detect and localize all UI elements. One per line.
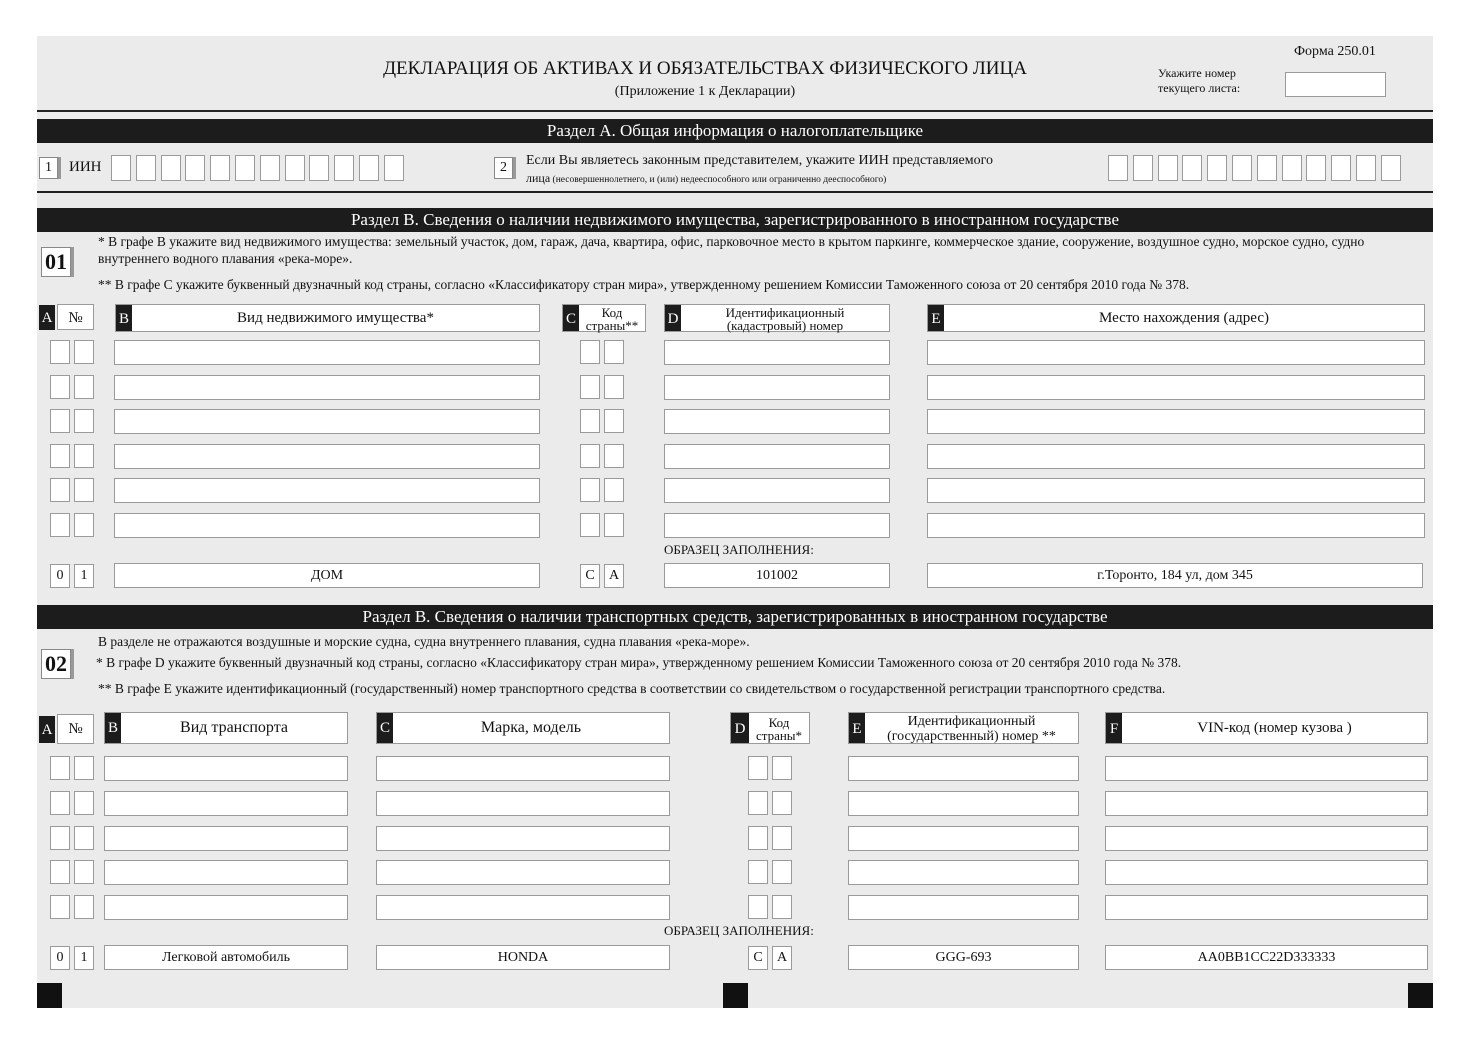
b1-row-num-cell[interactable] bbox=[74, 340, 94, 364]
b1-row-code-cell[interactable] bbox=[604, 444, 624, 468]
registration-mark-bottom-left bbox=[37, 983, 62, 1008]
iin-digit-cell[interactable] bbox=[260, 155, 280, 181]
b2-row-code-cell[interactable] bbox=[772, 895, 792, 919]
iin-digit-cell[interactable] bbox=[359, 155, 379, 181]
b2-col-b-label: Вид транспорта bbox=[180, 719, 288, 736]
b1-row-type-field[interactable] bbox=[114, 409, 540, 434]
b1-row-id-field[interactable] bbox=[664, 340, 890, 365]
col-c-header bbox=[562, 304, 646, 332]
section-b1-note-2: ** В графе С укажите буквенный двузначный код страны, согласно «Классификатору стран мира», утвержденному решением Комиссии Таможенного союза от 20 сентября 2010 года № 378. bbox=[98, 277, 1190, 292]
representative-iin-digit-cell[interactable] bbox=[1381, 155, 1401, 181]
b2-col-d-label-2: страны* bbox=[755, 728, 803, 743]
page-subtitle: (Приложение 1 к Декларации) bbox=[614, 84, 796, 99]
b1-row-num-cell[interactable] bbox=[74, 375, 94, 399]
b1-row-type-field[interactable] bbox=[114, 444, 540, 469]
section-b1-sample-label: ОБРАЗЕЦ ЗАПОЛНЕНИЯ: bbox=[664, 542, 814, 557]
col-d-letter: D bbox=[665, 305, 681, 331]
iin-digit-cell[interactable] bbox=[161, 155, 181, 181]
b1-row-num-cell[interactable] bbox=[50, 478, 70, 502]
section-b2-sample-label: ОБРАЗЕЦ ЗАПОЛНЕНИЯ: bbox=[664, 923, 814, 938]
iin-digit-cell[interactable] bbox=[136, 155, 156, 181]
b2-row-id-field[interactable] bbox=[848, 756, 1079, 781]
b1-row-code-cell[interactable] bbox=[580, 478, 600, 502]
col-d-header bbox=[664, 304, 890, 332]
col-d-label-1: Идентификационный bbox=[725, 305, 845, 320]
b1-row-address-field[interactable] bbox=[927, 478, 1425, 503]
section-b1-heading: Раздел В. Сведения о наличии недвижимого имущества, зарегистрированного в иностранном государстве bbox=[37, 208, 1433, 232]
representative-iin-sublabel-lead: лица bbox=[526, 171, 551, 185]
b2-col-c-label: Марка, модель bbox=[480, 719, 582, 736]
b1-row-code-cell[interactable] bbox=[580, 375, 600, 399]
b2-col-e-label-2: (государственный) номер ** bbox=[887, 729, 1056, 744]
b2-col-e-letter: E bbox=[849, 713, 865, 743]
representative-iin-digit-cell[interactable] bbox=[1282, 155, 1302, 181]
b2-row-type-field[interactable] bbox=[104, 791, 348, 816]
b2-row-type-field[interactable] bbox=[104, 860, 348, 885]
b2-col-c-header bbox=[376, 712, 670, 744]
b2-sample-code-2: A bbox=[772, 946, 792, 970]
b2-row-id-field[interactable] bbox=[848, 826, 1079, 851]
form-sheet bbox=[37, 36, 1433, 1008]
col-a-label: № bbox=[68, 310, 83, 326]
b2-row-num-cell[interactable] bbox=[74, 826, 94, 850]
b2-sample-code-1: C bbox=[748, 946, 768, 970]
col-a-header bbox=[57, 304, 94, 330]
form-number: Форма 250.01 bbox=[1294, 44, 1376, 59]
b2-row-vin-field[interactable] bbox=[1105, 756, 1428, 781]
b2-row-model-field[interactable] bbox=[376, 860, 670, 885]
b1-row-code-cell[interactable] bbox=[604, 409, 624, 433]
b2-col-f-header bbox=[1105, 712, 1428, 744]
b2-row-code-cell[interactable] bbox=[748, 791, 768, 815]
b1-row-num-cell[interactable] bbox=[50, 375, 70, 399]
b2-row-num-cell[interactable] bbox=[50, 791, 70, 815]
b2-col-f-label: VIN-код (номер кузова ) bbox=[1197, 720, 1352, 736]
b2-sample-model: HONDA bbox=[376, 945, 670, 970]
col-d-label-2: (кадастровый) номер bbox=[726, 318, 844, 333]
b1-row-id-field[interactable] bbox=[664, 478, 890, 503]
b1-row-code-cell[interactable] bbox=[604, 513, 624, 537]
b1-row-id-field[interactable] bbox=[664, 444, 890, 469]
b2-col-e-label-1: Идентификационный bbox=[907, 714, 1036, 729]
col-c-label-2: страны** bbox=[585, 318, 639, 333]
field-2-number: 2 bbox=[494, 157, 513, 179]
b1-row-num-cell[interactable] bbox=[74, 478, 94, 502]
section-b1-badge: 01 bbox=[41, 247, 71, 277]
b2-col-e-header bbox=[848, 712, 1079, 744]
representative-iin-digit-cell[interactable] bbox=[1257, 155, 1277, 181]
b1-sample-id: 101002 bbox=[664, 563, 890, 588]
col-e-letter: E bbox=[928, 305, 944, 331]
b2-row-type-field[interactable] bbox=[104, 895, 348, 920]
b1-row-num-cell[interactable] bbox=[50, 513, 70, 537]
b1-sample-code-2: A bbox=[604, 564, 624, 588]
b2-row-model-field[interactable] bbox=[376, 791, 670, 816]
b2-sample-num-2: 1 bbox=[74, 946, 94, 970]
b1-row-address-field[interactable] bbox=[927, 375, 1425, 400]
b2-sample-vin: AA0BB1CC22D333333 bbox=[1105, 945, 1428, 970]
b2-col-b-header bbox=[104, 712, 348, 744]
b2-row-code-cell[interactable] bbox=[748, 756, 768, 780]
b1-row-type-field[interactable] bbox=[114, 340, 540, 365]
col-e-header bbox=[927, 304, 1425, 332]
b2-col-a-label: № bbox=[68, 721, 83, 737]
b1-row-num-cell[interactable] bbox=[50, 444, 70, 468]
section-b1-note-1: * В графе В укажите вид недвижимого имущества: земельный участок, дом, гараж, дача, квартира, офис, парковочное место в крытом паркинге, коммерческое здание, сооружение, воздушное судно, морское судно, судно внутреннего водного плавания «река-море». bbox=[98, 234, 1365, 266]
iin-digit-cell[interactable] bbox=[285, 155, 305, 181]
b1-row-type-field[interactable] bbox=[114, 478, 540, 503]
field-1-number: 1 bbox=[39, 157, 58, 179]
b1-row-type-field[interactable] bbox=[114, 375, 540, 400]
b2-row-num-cell[interactable] bbox=[50, 756, 70, 780]
col-c-letter: C bbox=[563, 305, 579, 331]
representative-iin-digit-cell[interactable] bbox=[1133, 155, 1153, 181]
b2-col-d-letter: D bbox=[731, 713, 749, 743]
b2-row-code-cell[interactable] bbox=[748, 860, 768, 884]
b2-row-type-field[interactable] bbox=[104, 756, 348, 781]
sheet-number-label: Укажите номер текущего листа: bbox=[1158, 66, 1241, 95]
b1-row-code-cell[interactable] bbox=[604, 375, 624, 399]
representative-iin-digit-cell[interactable] bbox=[1158, 155, 1178, 181]
b2-col-a-letter: A bbox=[39, 716, 55, 743]
iin-digit-cell[interactable] bbox=[111, 155, 131, 181]
iin-digit-cell[interactable] bbox=[309, 155, 329, 181]
page-title: ДЕКЛАРАЦИЯ ОБ АКТИВАХ И ОБЯЗАТЕЛЬСТВАХ ФИЗИЧЕСКОГО ЛИЦА bbox=[383, 58, 1027, 79]
representative-iin-digit-cell[interactable] bbox=[1232, 155, 1252, 181]
representative-iin-sublabel: (несовершеннолетнего, и (или) недееспособного или ограниченно дееспособного) bbox=[552, 175, 887, 185]
b2-row-vin-field[interactable] bbox=[1105, 791, 1428, 816]
b2-row-type-field[interactable] bbox=[104, 826, 348, 851]
b2-row-vin-field[interactable] bbox=[1105, 895, 1428, 920]
b2-sample-num-1: 0 bbox=[50, 946, 70, 970]
col-a-letter: A bbox=[39, 305, 55, 330]
b1-row-num-cell[interactable] bbox=[50, 340, 70, 364]
col-e-label: Место нахождения (адрес) bbox=[1098, 310, 1269, 326]
b2-row-num-cell[interactable] bbox=[50, 860, 70, 884]
representative-iin-digit-cell[interactable] bbox=[1306, 155, 1326, 181]
registration-mark-bottom-center bbox=[723, 983, 748, 1008]
b1-row-num-cell[interactable] bbox=[74, 409, 94, 433]
iin-digit-cell[interactable] bbox=[235, 155, 255, 181]
b2-row-num-cell[interactable] bbox=[74, 895, 94, 919]
b2-row-code-cell[interactable] bbox=[748, 895, 768, 919]
b1-row-num-cell[interactable] bbox=[74, 444, 94, 468]
b1-row-code-cell[interactable] bbox=[604, 478, 624, 502]
b2-row-code-cell[interactable] bbox=[772, 756, 792, 780]
b2-row-code-cell[interactable] bbox=[772, 826, 792, 850]
b1-row-address-field[interactable] bbox=[927, 513, 1425, 538]
section-a-divider bbox=[37, 191, 1433, 193]
b2-col-c-letter: C bbox=[377, 713, 393, 743]
section-b2-note-0: В разделе не отражаются воздушные и морские судна, судна внутреннего плавания, судна плавания «река-море». bbox=[98, 634, 750, 649]
section-b2-heading: Раздел В. Сведения о наличии транспортных средств, зарегистрированных в иностранном государстве bbox=[37, 605, 1433, 629]
b1-sample-num-2: 1 bbox=[74, 564, 94, 588]
b2-sample-type: Легковой автомобиль bbox=[104, 945, 348, 970]
b2-row-num-cell[interactable] bbox=[50, 826, 70, 850]
b2-row-id-field[interactable] bbox=[848, 860, 1079, 885]
representative-iin-digit-cell[interactable] bbox=[1182, 155, 1202, 181]
b2-col-f-letter: F bbox=[1106, 713, 1122, 743]
section-b2-note-1: * В графе D укажите буквенный двузначный код страны, согласно «Классификатору стран мира», утвержденному решением Комиссии Таможенного союза от 20 сентября 2010 года № 378. bbox=[96, 655, 1182, 670]
iin-digit-cell[interactable] bbox=[384, 155, 404, 181]
b1-row-code-cell[interactable] bbox=[580, 513, 600, 537]
col-c-label-1: Код bbox=[601, 305, 623, 320]
b2-col-d-label-1: Код bbox=[768, 715, 790, 730]
col-b-label: Вид недвижимого имущества* bbox=[237, 310, 434, 326]
b1-row-address-field[interactable] bbox=[927, 409, 1425, 434]
iin-label: ИИН bbox=[69, 159, 102, 175]
col-b-letter: B bbox=[116, 305, 132, 331]
b2-col-b-letter: B bbox=[105, 713, 121, 743]
b2-sample-id: GGG-693 bbox=[848, 945, 1079, 970]
header-divider bbox=[37, 110, 1433, 112]
b1-row-num-cell[interactable] bbox=[50, 409, 70, 433]
iin-digit-cell[interactable] bbox=[334, 155, 354, 181]
b2-row-model-field[interactable] bbox=[376, 756, 670, 781]
b1-row-code-cell[interactable] bbox=[580, 409, 600, 433]
b1-row-id-field[interactable] bbox=[664, 375, 890, 400]
col-b-header bbox=[115, 304, 540, 332]
b1-row-num-cell[interactable] bbox=[74, 513, 94, 537]
b1-row-address-field[interactable] bbox=[927, 340, 1425, 365]
section-a-heading: Раздел А. Общая информация о налогоплательщике bbox=[37, 119, 1433, 143]
b2-row-num-cell[interactable] bbox=[50, 895, 70, 919]
b1-row-code-cell[interactable] bbox=[580, 340, 600, 364]
sheet-number-input[interactable] bbox=[1285, 72, 1386, 97]
representative-iin-digit-cell[interactable] bbox=[1331, 155, 1351, 181]
b1-row-code-cell[interactable] bbox=[580, 444, 600, 468]
representative-iin-digit-cell[interactable] bbox=[1356, 155, 1376, 181]
b2-row-code-cell[interactable] bbox=[772, 860, 792, 884]
representative-iin-digit-cell[interactable] bbox=[1108, 155, 1128, 181]
b2-row-model-field[interactable] bbox=[376, 826, 670, 851]
b2-row-code-cell[interactable] bbox=[748, 826, 768, 850]
b2-col-a-header bbox=[57, 714, 94, 744]
b1-sample-type: ДОМ bbox=[114, 563, 540, 588]
iin-digit-cell[interactable] bbox=[185, 155, 205, 181]
b2-row-id-field[interactable] bbox=[848, 895, 1079, 920]
b1-sample-address: г.Торонто, 184 ул, дом 345 bbox=[927, 563, 1423, 588]
b1-row-code-cell[interactable] bbox=[604, 340, 624, 364]
b1-row-id-field[interactable] bbox=[664, 513, 890, 538]
section-b2-badge: 02 bbox=[41, 649, 71, 679]
b1-row-address-field[interactable] bbox=[927, 444, 1425, 469]
b2-row-model-field[interactable] bbox=[376, 895, 670, 920]
b1-row-id-field[interactable] bbox=[664, 409, 890, 434]
b2-row-id-field[interactable] bbox=[848, 791, 1079, 816]
registration-mark-bottom-right bbox=[1408, 983, 1433, 1008]
b2-row-num-cell[interactable] bbox=[74, 756, 94, 780]
representative-iin-label: Если Вы являетесь законным представителем, укажите ИИН представляемого bbox=[526, 153, 994, 168]
b2-row-code-cell[interactable] bbox=[772, 791, 792, 815]
b2-row-num-cell[interactable] bbox=[74, 860, 94, 884]
b1-sample-num-1: 0 bbox=[50, 564, 70, 588]
b2-row-vin-field[interactable] bbox=[1105, 860, 1428, 885]
b2-row-num-cell[interactable] bbox=[74, 791, 94, 815]
b2-col-d-header bbox=[730, 712, 810, 744]
b1-sample-code-1: C bbox=[580, 564, 600, 588]
b2-row-vin-field[interactable] bbox=[1105, 826, 1428, 851]
section-b2-note-2: ** В графе E укажите идентификационный (государственный) номер транспортного средства в соответствии со свидетельством о государственной регистрации транспортного средства. bbox=[98, 681, 1166, 696]
representative-iin-digit-cell[interactable] bbox=[1207, 155, 1227, 181]
b1-row-type-field[interactable] bbox=[114, 513, 540, 538]
iin-digit-cell[interactable] bbox=[210, 155, 230, 181]
